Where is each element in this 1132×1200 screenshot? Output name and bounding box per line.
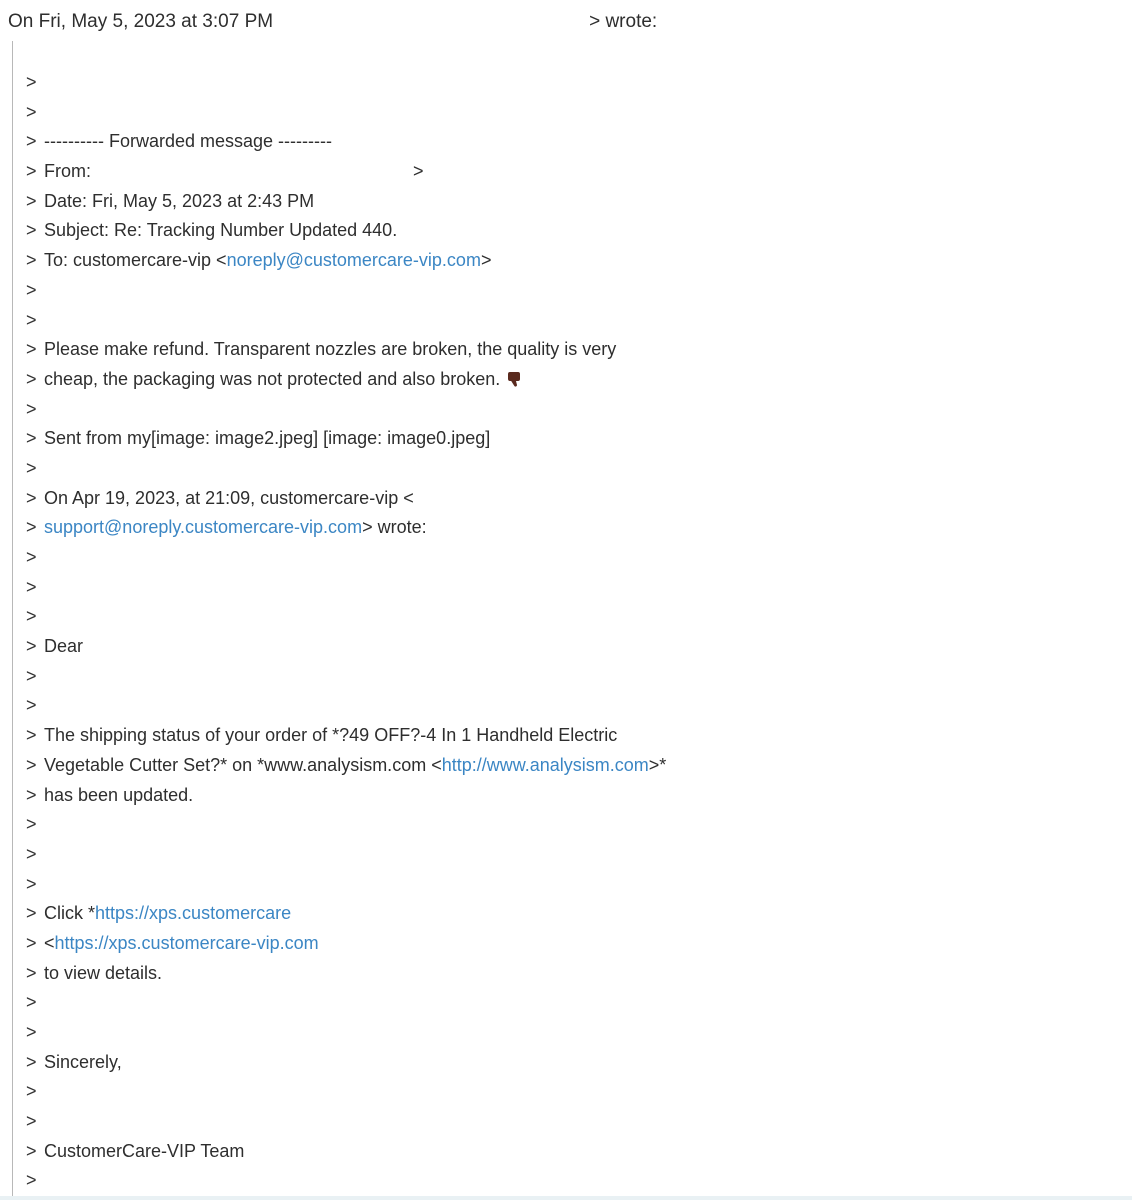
shipping-line-1 xyxy=(26,721,1116,751)
on-apr-line xyxy=(26,484,1116,514)
quote-marker: > xyxy=(26,190,37,211)
to-email-link[interactable]: noreply@customercare-vip.com xyxy=(226,250,481,271)
support-email-link[interactable]: support@noreply.customercare-vip.com xyxy=(44,517,363,538)
quote-text: < xyxy=(44,932,55,953)
quote-marker: > xyxy=(26,368,37,389)
analysism-link[interactable]: http://www.analysism.com xyxy=(441,754,649,775)
quote-text: Sent from my[image: image2.jpeg] [image: image0.jpeg] xyxy=(44,428,491,449)
quote-text: From: xyxy=(44,161,91,182)
quote-marker: > xyxy=(26,843,37,864)
quote-line-empty xyxy=(26,395,1116,425)
tracking-link-short[interactable]: https://xps.customercare xyxy=(95,903,292,924)
quote-text: Subject: Re: Tracking Number Updated 440. xyxy=(44,220,398,241)
reply-date: On Fri, May 5, 2023 at 3:07 PM xyxy=(8,11,274,32)
team-line xyxy=(26,1137,1116,1167)
quote-text: > xyxy=(480,250,492,271)
quote-text: To: customercare-vip < xyxy=(44,250,227,271)
quote-text: has been updated. xyxy=(44,784,194,805)
quote-marker: > xyxy=(26,161,37,182)
quote-line-empty xyxy=(26,988,1116,1018)
quote-line-empty xyxy=(26,602,1116,632)
quote-text: ---------- Forwarded message --------- xyxy=(44,131,332,152)
quote-marker: > xyxy=(26,279,37,300)
quote-text: Vegetable Cutter Set?* on *www.analysism.com < xyxy=(44,754,442,775)
quote-marker: > xyxy=(26,962,37,983)
quoted-message xyxy=(26,68,1116,1196)
subject-line xyxy=(26,216,1116,246)
tracking-link-full[interactable]: https://xps.customercare-vip.com xyxy=(54,932,319,953)
quote-marker: > xyxy=(26,72,37,92)
shipping-line-3 xyxy=(26,781,1116,811)
refund-line-2 xyxy=(26,365,1116,395)
quote-marker: > xyxy=(26,517,37,538)
quote-line-empty xyxy=(26,662,1116,692)
quote-marker: > xyxy=(26,695,37,716)
quote-marker: > xyxy=(26,636,37,657)
quote-marker: > xyxy=(26,428,37,449)
thumbs-down-icon xyxy=(508,367,522,383)
click-line xyxy=(26,899,1116,929)
support-line xyxy=(26,513,1116,543)
quote-marker: > xyxy=(26,814,37,835)
quote-line-empty xyxy=(26,1018,1116,1048)
quote-text: > xyxy=(413,161,424,182)
refund-line-1 xyxy=(26,335,1116,365)
quote-marker: > xyxy=(26,992,37,1013)
quote-line-empty xyxy=(26,1077,1116,1107)
quote-marker: > xyxy=(26,1022,37,1042)
to-line xyxy=(26,246,1116,276)
reply-wrote: > wrote: xyxy=(589,11,658,32)
quote-line-empty xyxy=(26,573,1116,603)
quote-marker: > xyxy=(26,784,37,805)
quote-marker: > xyxy=(26,1140,37,1161)
quote-text: >* xyxy=(648,754,667,775)
quote-text: Dear xyxy=(44,636,84,657)
quote-line-empty xyxy=(26,691,1116,721)
quote-line-empty xyxy=(26,870,1116,900)
quote-marker: > xyxy=(26,725,37,746)
shipping-line-2 xyxy=(26,751,1116,781)
quote-marker: > xyxy=(26,220,37,241)
quote-marker: > xyxy=(26,576,37,597)
quote-marker: > xyxy=(26,754,37,775)
quote-line-empty xyxy=(26,1107,1116,1137)
quote-line-empty xyxy=(26,454,1116,484)
quote-marker: > xyxy=(26,606,37,627)
quote-marker: > xyxy=(26,1081,37,1102)
quote-text: cheap, the packaging was not protected and also broken. xyxy=(44,368,501,389)
quote-marker: > xyxy=(26,101,37,122)
reply-header xyxy=(8,9,657,35)
quote-text: The shipping status of your order of *?49 OFF?-4 In 1 Handheld Electric xyxy=(44,725,618,746)
quote-text: Please make refund. Transparent nozzles are broken, the quality is very xyxy=(44,339,617,360)
quote-line-empty xyxy=(26,840,1116,870)
bottom-edge xyxy=(0,1196,1132,1200)
quote-line-empty xyxy=(26,276,1116,306)
dear-line xyxy=(26,632,1116,662)
quote-text: > wrote: xyxy=(362,517,427,538)
quote-text: Sincerely, xyxy=(44,1051,122,1072)
quote-marker: > xyxy=(26,1051,37,1072)
quote-marker: > xyxy=(26,873,37,894)
quote-marker: > xyxy=(26,398,37,419)
quote-line-empty xyxy=(26,306,1116,336)
view-details-line xyxy=(26,959,1116,989)
from-line xyxy=(26,157,1116,187)
quote-line-empty xyxy=(26,98,1116,128)
quote-marker: > xyxy=(26,932,37,953)
date-line xyxy=(26,187,1116,217)
quote-text: to view details. xyxy=(44,962,163,983)
quote-marker: > xyxy=(26,665,37,686)
quote-line-empty xyxy=(26,543,1116,573)
sent-line xyxy=(26,424,1116,454)
quote-text: Date: Fri, May 5, 2023 at 2:43 PM xyxy=(44,190,315,211)
quote-text: Click * xyxy=(44,903,96,924)
forwarded-header xyxy=(26,127,1116,157)
quote-line-empty xyxy=(26,810,1116,840)
quote-text: CustomerCare-VIP Team xyxy=(44,1140,245,1161)
quote-line-empty xyxy=(26,1166,1116,1196)
quote-marker: > xyxy=(26,1111,37,1132)
quote-marker: > xyxy=(26,457,37,478)
quote-marker: > xyxy=(26,1170,37,1191)
sincerely-line xyxy=(26,1048,1116,1078)
quote-marker: > xyxy=(26,547,37,567)
link-line xyxy=(26,929,1116,959)
quote-marker: > xyxy=(26,131,37,152)
quote-text: On Apr 19, 2023, at 21:09, customercare-vip < xyxy=(44,487,414,508)
quote-marker: > xyxy=(26,309,37,330)
quote-marker: > xyxy=(26,487,37,508)
quote-bar xyxy=(12,41,13,1200)
quote-marker: > xyxy=(26,903,37,924)
quote-marker: > xyxy=(26,250,37,271)
quote-marker: > xyxy=(26,339,37,360)
quote-line-empty xyxy=(26,68,1116,98)
